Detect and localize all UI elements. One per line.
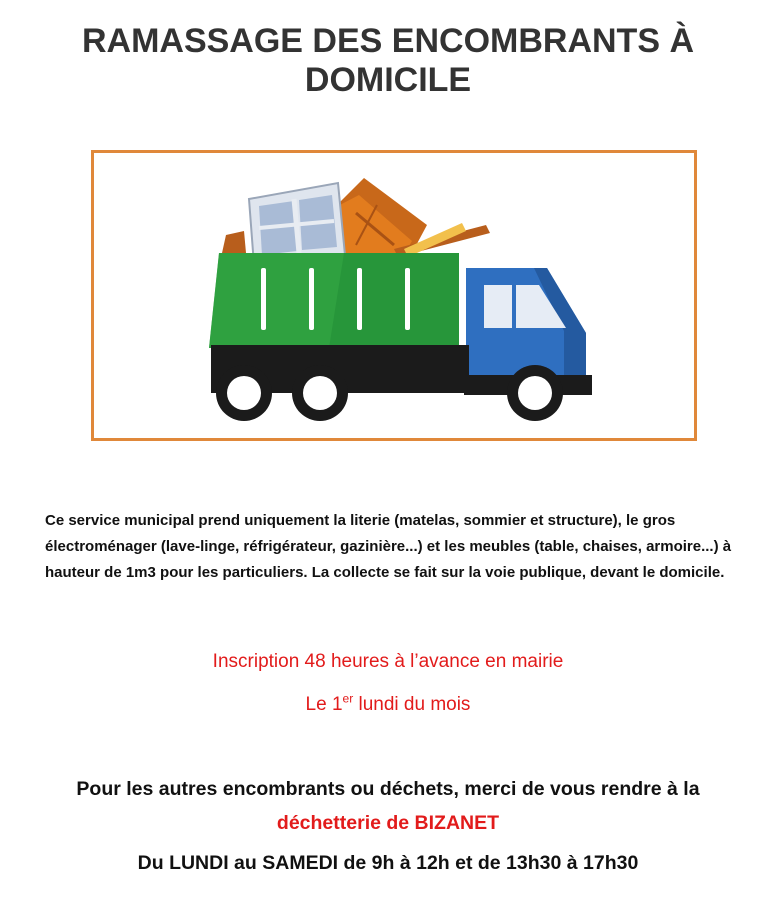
other-waste-intro: Pour les autres encombrants ou déchets, merci de vous rendre à la — [76, 778, 700, 800]
collection-day — [0, 691, 776, 716]
chair-back-icon — [222, 231, 246, 253]
collection-day-prefix: Le 1 — [305, 694, 343, 715]
opening-hours: Du LUNDI au SAMEDI de 9h à 12h et de 13h30 à 17h30 — [137, 852, 639, 874]
truck-cab — [466, 268, 586, 375]
collection-day-suffix: lundi du mois — [353, 694, 471, 715]
page-title-line-1: RAMASSAGE DES ENCOMBRANTS À — [81, 22, 695, 60]
page-title-line-2: DOMICILE — [304, 61, 472, 99]
service-description: Ce service municipal prend uniquement la literie (matelas, sommier et structure), le gros électroménager (lave-linge, réfrigérateur, gazinière...) et les meubles (table, chaises, armoire...) à hauteur de 1m3 pour les particuliers. La collecte se fait sur la voie publique, devant le domicile. — [45, 512, 732, 581]
window-frame-icon — [249, 183, 345, 265]
illustration-frame — [91, 150, 697, 441]
dumpster-body — [209, 253, 459, 348]
truck-illustration — [94, 153, 694, 438]
registration-notice: Inscription 48 heures à l’avance en mairie — [212, 651, 564, 672]
collection-day-ordinal: er — [342, 691, 354, 706]
page-title — [0, 22, 776, 100]
dechetterie-name: déchetterie de BIZANET — [276, 812, 500, 834]
